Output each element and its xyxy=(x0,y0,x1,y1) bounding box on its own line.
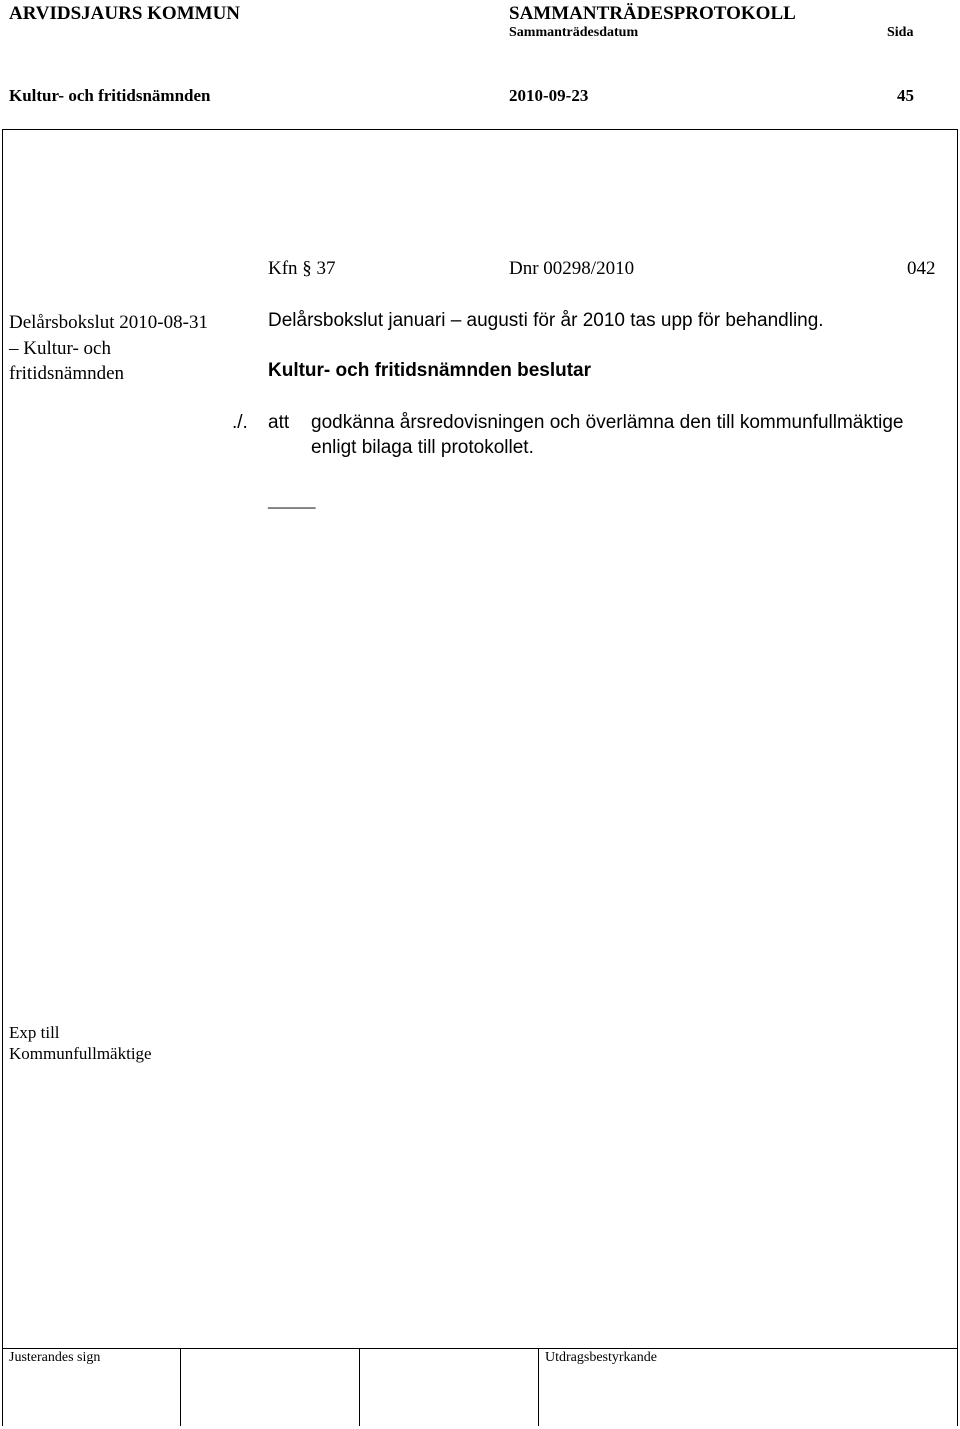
certification-label: Utdragsbestyrkande xyxy=(545,1350,657,1365)
case-title xyxy=(9,310,259,387)
diary-number: Dnr 00298/2010 xyxy=(509,258,635,279)
distribution-note xyxy=(9,1022,209,1064)
archive-code: 042 xyxy=(907,258,936,279)
frame-left-border xyxy=(2,129,3,1426)
footer-divider xyxy=(180,1348,181,1426)
frame-right-border xyxy=(957,129,958,1426)
att-label: att xyxy=(268,412,290,433)
decision-line: enligt bilaga till protokollet. xyxy=(311,437,534,458)
committee-name: Kultur- och fritidsnämnden xyxy=(9,86,211,105)
case-title-line: fritidsnämnden xyxy=(9,363,125,384)
attachment-mark: ./. xyxy=(232,412,248,433)
meeting-date-label: Sammanträdesdatum xyxy=(509,25,639,40)
document-title: SAMMANTRÄDESPROTOKOLL xyxy=(509,3,796,24)
organization-name: ARVIDSJAURS KOMMUN xyxy=(9,3,241,24)
case-title-line: Delårsbokslut 2010-08-31 xyxy=(9,312,208,333)
footer-top-border xyxy=(2,1348,958,1349)
decision-line: godkänna årsredovisningen och överlämna den till kommunfullmäktige xyxy=(311,412,904,433)
end-separator: _____ xyxy=(268,490,316,511)
page-label: Sida xyxy=(887,25,914,40)
distribution-line: Exp till xyxy=(9,1023,60,1042)
signature-label: Justerandes sign xyxy=(9,1350,101,1365)
page-number: 45 xyxy=(897,86,914,105)
distribution-line: Kommunfullmäktige xyxy=(9,1044,152,1063)
decision-heading: Kultur- och fritidsnämnden beslutar xyxy=(268,360,592,381)
meeting-date: 2010-09-23 xyxy=(509,86,589,105)
case-number: Kfn § 37 xyxy=(268,258,336,279)
footer-divider xyxy=(538,1348,539,1426)
case-introduction: Delårsbokslut januari – augusti för år 2010 tas upp för behandling. xyxy=(268,310,824,331)
footer-divider xyxy=(359,1348,360,1426)
case-title-line: – Kultur- och xyxy=(9,337,111,359)
frame-top-border xyxy=(2,129,958,130)
